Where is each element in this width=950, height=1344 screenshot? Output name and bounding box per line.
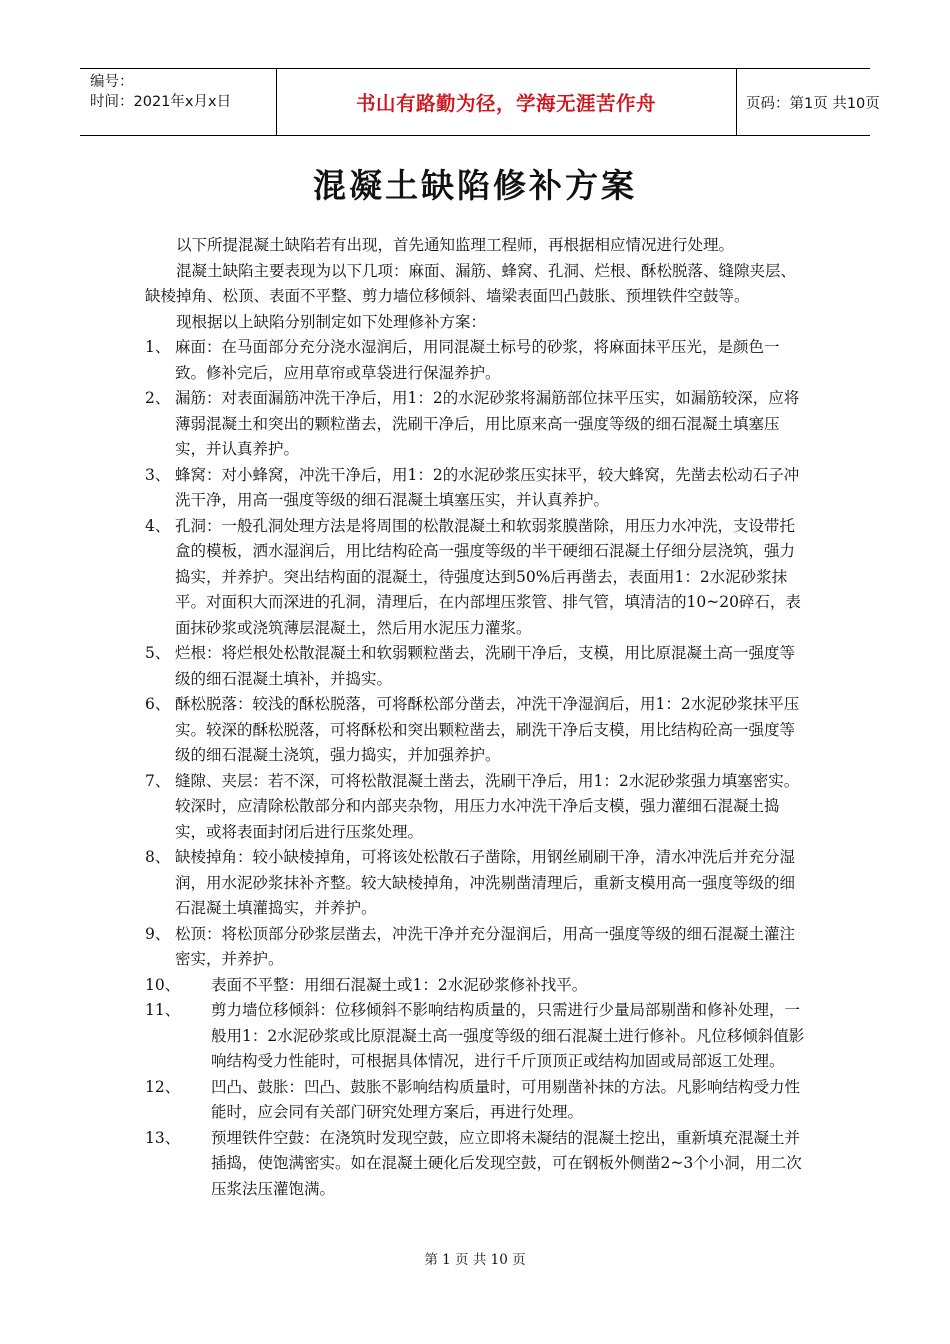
item-text: 缝隙、夹层：若不深，可将松散混凝土凿去，洗刷干净后，用1：2水泥砂浆强力填塞密实。较深时，应清除松散部分和内部夹杂物，用压力水冲洗干净后支模，强力灌细石混凝土捣实，或将表面封闭后进行压浆处理。	[175, 771, 800, 841]
list-item	[145, 514, 810, 642]
item-text: 剪力墙位移倾斜：位移倾斜不影响结构质量的，只需进行少量局部剔凿和修补处理，一般用1：2水泥砂浆或比原混凝土高一强度等级的细石混凝土进行修补。凡位移倾斜值影响结构受力性能时，可根据具体情况，进行千斤顶顶正或结构加固或局部返工处理。	[211, 1001, 805, 1070]
list-item	[145, 973, 810, 999]
list-item	[145, 1075, 810, 1126]
item-number: 2、	[145, 389, 171, 407]
document-title: 混凝土缺陷修补方案	[313, 166, 637, 205]
item-text: 酥松脱落：较浅的酥松脱落，可将酥松部分凿去，冲洗干净湿润后，用1：2水泥砂浆抹平压实。较深的酥松脱落，可将酥松和突出颗粒凿去，刷洗干净后支模，用比结构砼高一强度等级的细石混凝土浇筑，强力捣实，并加强养护。	[175, 695, 800, 764]
list-item	[145, 998, 810, 1075]
item-number: 10、	[145, 975, 181, 994]
document-body	[145, 233, 810, 1202]
list-item	[145, 463, 810, 514]
item-text: 缺棱掉角：较小缺棱掉角，可将该处松散石子凿除，用钢丝刷刷干净，清水冲洗后并充分湿润，用水泥砂浆抹补齐整。较大缺棱掉角，冲洗剔凿清理后，重新支模用高一强度等级的细石混凝土填灌捣实，并养护。	[175, 848, 796, 917]
item-number: 3、	[145, 465, 171, 484]
document-code: 编号：	[90, 74, 134, 90]
list-item	[145, 845, 810, 922]
item-number: 13、	[145, 1128, 181, 1147]
item-number: 6、	[145, 695, 171, 713]
list-item	[145, 386, 810, 463]
item-text: 麻面：在马面部分充分浇水湿润后，用同混凝土标号的砂浆，将麻面抹平压光，是颜色一致。修补完后，应用草帘或草袋进行保湿养护。	[175, 338, 780, 382]
header-middle-cell	[276, 69, 737, 135]
intro-paragraph: 以下所提混凝土缺陷若有出现，首先通知监理工程师，再根据相应情况进行处理。	[176, 236, 735, 254]
header-page-info: 页码：第1页 共10页	[746, 95, 880, 112]
list-item	[145, 769, 810, 846]
list-item	[145, 922, 810, 973]
item-number: 1、	[145, 338, 171, 356]
item-number: 4、	[145, 516, 171, 535]
plan-lead-paragraph: 现根据以上缺陷分别制定如下处理修补方案：	[176, 312, 487, 331]
item-number: 5、	[145, 644, 171, 662]
item-text: 孔洞：一般孔洞处理方法是将周围的松散混凝土和软弱浆膜凿除，用压力水冲洗，支设带托盒的模板，洒水湿润后，用比结构砼高一强度等级的半干硬细石混凝土仔细分层浇筑，强力捣实，并养护。突出结构面的混凝土，待强度达到50%后再凿去，表面用1：2水泥砂浆抹平。对面积大而深进的孔洞，清理后，在内部埋压浆管、排气管，填清洁的10~20碎石，表面抹砂浆或浇筑薄层混凝土，然后用水泥压力灌浆。	[175, 516, 801, 637]
header-left-cell	[80, 69, 277, 135]
item-text: 烂根：将烂根处松散混凝土和软弱颗粒凿去，洗刷干净后，支模，用比原混凝土高一强度等级的细石混凝土填补，并捣实。	[175, 644, 796, 688]
list-item	[145, 692, 810, 769]
item-text: 表面不平整：用细石混凝土或1：2水泥砂浆修补找平。	[211, 975, 588, 994]
item-number: 8、	[145, 848, 171, 866]
item-number: 7、	[145, 771, 171, 790]
item-number: 11、	[145, 1001, 181, 1019]
item-number: 12、	[145, 1077, 181, 1096]
document-date: 时间：2021年x月x日	[90, 94, 232, 110]
page-header	[80, 68, 880, 136]
item-text: 松顶：将松顶部分砂浆层凿去，冲洗干净并充分湿润后，用高一强度等级的细石混凝土灌注密实，并养护。	[175, 924, 796, 968]
page-footer: 第 1 页 共 10 页	[424, 1252, 526, 1268]
item-text: 漏筋：对表面漏筋冲洗干净后，用1：2的水泥砂浆将漏筋部位抹平压实，如漏筋较深，应将薄弱混凝土和突出的颗粒凿去，洗刷干净后，用比原来高一强度等级的细石混凝土填塞压实，并认真养护。	[175, 389, 800, 458]
item-text: 凹凸、鼓胀：凹凸、鼓胀不影响结构质量时，可用剔凿补抹的方法。凡影响结构受力性能时，应会同有关部门研究处理方案后，再进行处理。	[211, 1077, 801, 1121]
item-number: 9、	[145, 924, 171, 943]
list-item	[145, 1126, 810, 1203]
header-right-cell	[736, 69, 880, 135]
defects-summary-paragraph: 混凝土缺陷主要表现为以下几项：麻面、漏筋、蜂窝、孔洞、烂根、酥松脱落、缝隙夹层、缺棱掉角、松顶、表面不平整、剪力墙位移倾斜、墙梁表面凹凸鼓胀、预埋铁件空鼓等。	[145, 261, 797, 305]
header-motto: 书山有路勤为径，学海无涯苦作舟	[355, 92, 656, 115]
list-item	[145, 335, 810, 386]
list-item	[145, 641, 810, 692]
item-text: 蜂窝：对小蜂窝，冲洗干净后，用1：2的水泥砂浆压实抹平，较大蜂窝，先凿去松动石子冲洗干净，用高一强度等级的细石混凝土填塞压实，并认真养护。	[175, 465, 800, 509]
item-text: 预埋铁件空鼓：在浇筑时发现空鼓，应立即将未凝结的混凝土挖出，重新填充混凝土并插捣，使饱满密实。如在混凝土硬化后发现空鼓，可在钢板外侧凿2~3个小洞，用二次压浆法压灌饱满。	[211, 1128, 802, 1198]
